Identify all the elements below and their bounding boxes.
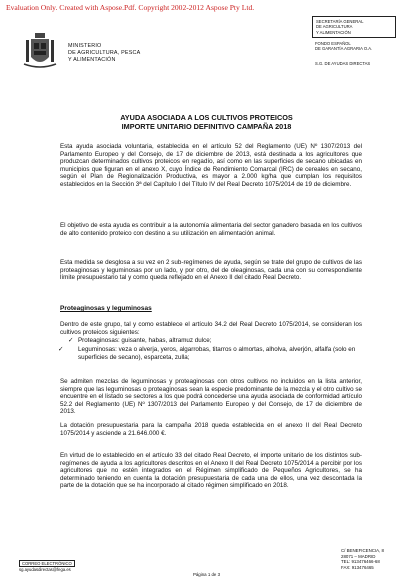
coat-of-arms-icon <box>22 31 58 71</box>
email-link[interactable]: sg.ayudasdirectas@fega.es <box>19 567 71 573</box>
paragraph-group: Dentro de este grupo, tal y como establece el artículo 34.2 del Real Decreto 1075/2014, se consideran los cultivos proteicos siguientes: <box>60 321 362 336</box>
paragraph-intro: Esta ayuda asociada voluntaria, establecida en el artículo 52 del Reglamento (UE) Nº 1307/2013 del Parlamento Europeo y del Consejo, de 17 de diciembre de 2013, está destinada a los agricultores que produzcan determinados cultivos proteicos en regadío, así como en las superficies de secano ubicadas en municipios que figuran en el anexo X, cuyo Índice de Rendimiento Comarcal (IRC) de cereales en secano, según el Plan de Regionalización Productiva, es mayor a 2.000 kg/ha que cumplan los requisitos establecidos en la Sección 3ª del Capítulo I del Título IV del Real Decreto 1075/2014 de 19 de diciembre. <box>60 143 362 188</box>
bullet-leguminosas: ✓ Leguminosas: veza o alverja, yeros, algarrobas, titarros o almortas, alholva, alverjón, alfalfa (solo en superficies de secano), esparceta, zulla; <box>58 346 356 361</box>
footer-address: C/ BENEFICENCIA, 8 28071 – MADRID TEL: 913476466-68 FAX: 913476465 <box>341 548 384 570</box>
paragraph-mixtures: Se admiten mezclas de leguminosas y proteaginosas con otros cultivos no incluidos en la lista anterior, siempre que las leguminosas o proteaginosas sean la especie predominante de la mezcla y el otro cultivo se encuentre en el listado se sectores a los que podrá concederse una ayuda asociada de conformidad artículo 52.2 del Reglamento (UE) Nº 1307/2013 del Parlamento Europeo y del Consejo, de 17 de diciembre de 2013. <box>60 378 362 416</box>
secretariat-box: SECRETARÍA GENERAL DE AGRICULTURA Y ALIMENTACIÓN <box>312 16 396 38</box>
ministry-name: MINISTERIO DE AGRICULTURA, PESCA Y ALIMENTACIÓN <box>68 43 141 63</box>
section-heading: Proteaginosas y leguminosas <box>60 305 152 312</box>
document-title: AYUDA ASOCIADA A LOS CULTIVOS PROTEICOS IMPORTE UNITARIO DEFINITIVO CAMPAÑA 2018 <box>120 113 293 131</box>
checkmark-bullet-icon: ✓ <box>58 346 64 353</box>
paragraph-objective: El objetivo de esta ayuda es contribuir a la autonomía alimentaria del sector ganadero basada en los cultivos de alto contenido proteico con destino a su utilización en alimentación animal. <box>60 222 362 237</box>
paragraph-budget: La dotación presupuestaria para la campaña 2018 queda establecida en el anexo II del Real Decreto 1075/2014 y asciende a 21.646.000 €. <box>60 422 362 437</box>
paragraph-subregimes: Esta medida se desglosa a su vez en 2 sub-regímenes de ayuda, según se trate del grupo de cultivos de las proteaginosas y leguminosas por un lado, y por otro, del de oleaginosas, cada una con su correspondiente límite presupuestario tal y como queda reflejado en el Anexo II del citado Real Decreto. <box>60 259 362 282</box>
fega-name: FONDO ESPAÑOL DE GARANTÍA AGRARIA O.A. <box>315 41 373 52</box>
page-number: Página 1 de 3 <box>192 572 221 577</box>
checkmark-bullet-icon: ✓ <box>68 337 74 344</box>
watermark-text: Evaluation Only. Created with Aspose.Pdf. Copyright 2002-2012 Aspose Pty Ltd. <box>6 3 255 12</box>
paragraph-unit-amount: En virtud de lo establecido en el artículo 33 del citado Real Decreto, el importe unitario de los distintos sub-regímenes de ayuda a los agricultores descritos en el Anexo II del Real Decreto 1075/2014 a percibir por los agricultores que no estén integrados en el Régimen simplificado de Pequeños Agricultores, se ha determinado teniendo en cuenta la dotación presupuestaria de cada una de ellos, una vez descontada la parte de la dotación que se ha incorporado al citado régimen simplificado en 2018. <box>60 452 362 490</box>
sg-name: S.G. DE AYUDAS DIRECTAS <box>315 61 371 66</box>
footer-email: CORREO ELECTRÓNICO sg.ayudasdirectas@fega.es <box>19 560 75 572</box>
bullet-proteaginosas: ✓ Proteaginosas: guisante, habas, altramuz dulce; <box>68 337 212 344</box>
